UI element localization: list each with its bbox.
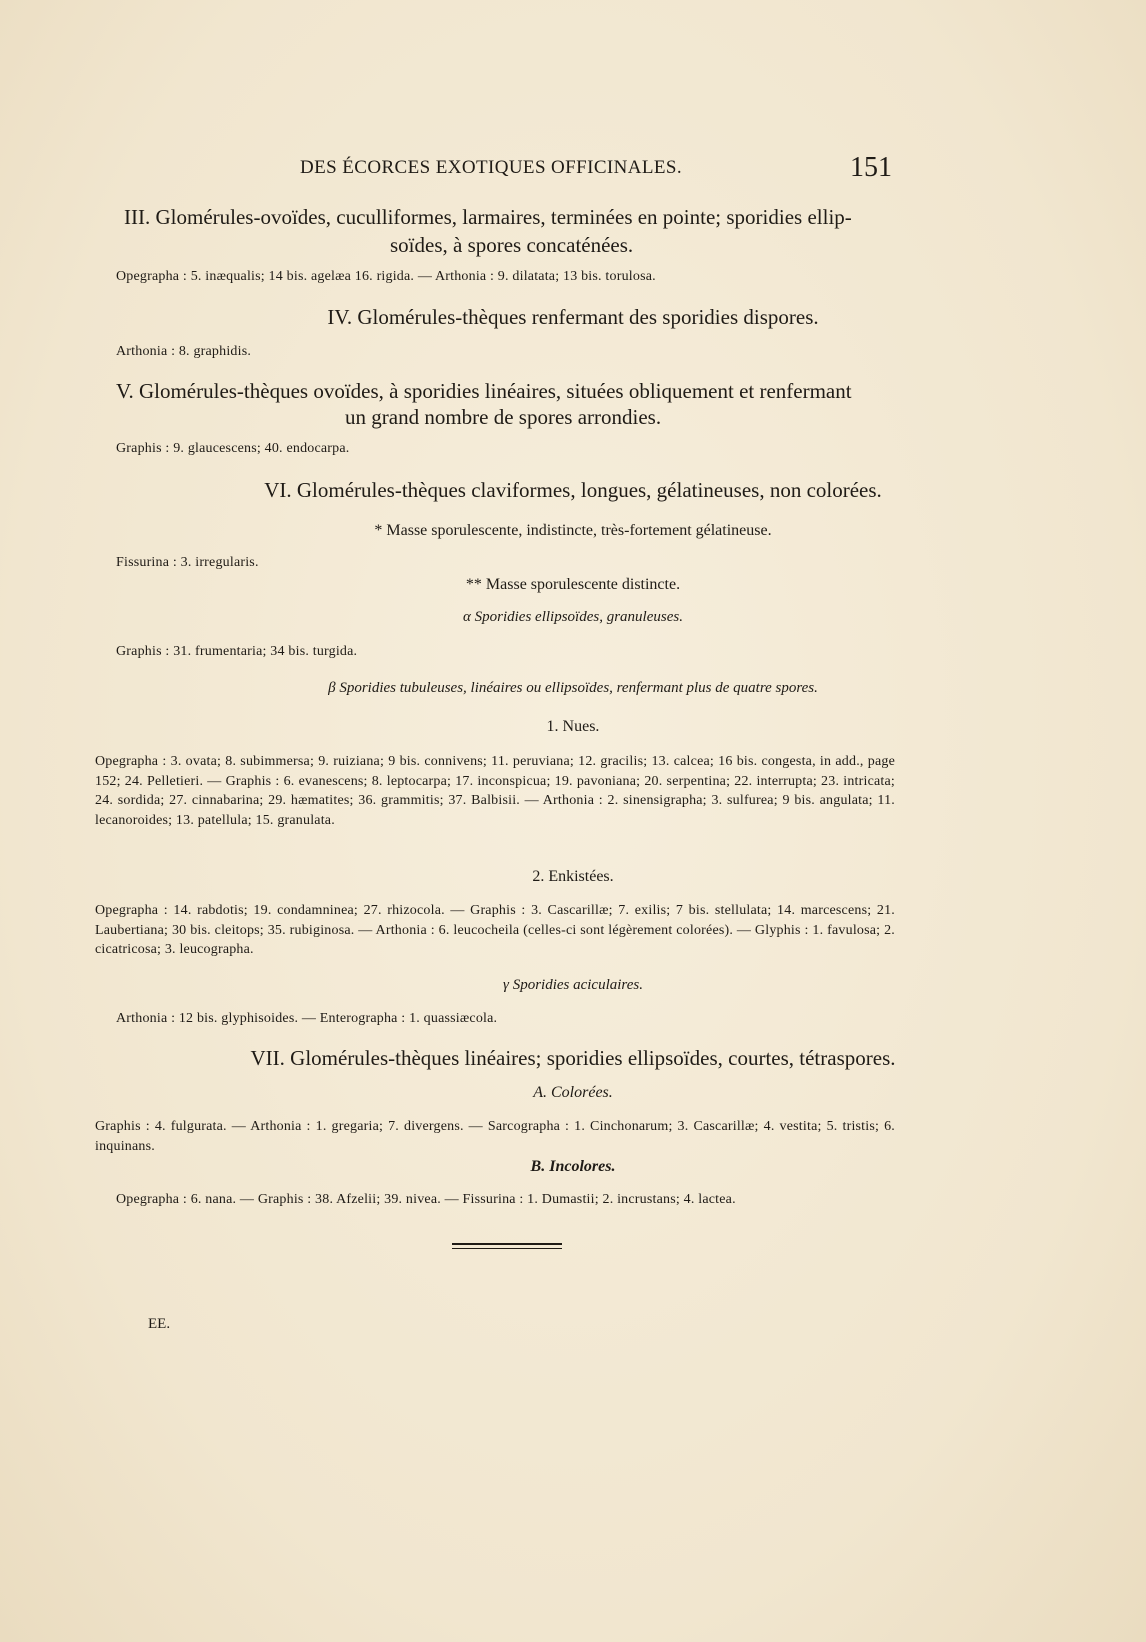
paragraph-enkistees: Opegrapha : 14. rabdotis; 19. condamninea; 27. rhizocola. — Graphis : 3. Cascarillæ; 7. exilis; 7 bis. stellulata; 14. marcescens; 21. Laubertiana; 30 bis. cleitops; 35. rubiginosa. — Arthonia : 6. leucocheila (celles-ci sont légèrement colorées). — Glyphis : 1. favulosa; 2. cicatricosa; 3. leucographa. [95, 903, 895, 957]
section-vi-entry-arthonia: Arthonia : 12 bis. glyphisoides. — Enterographa : 1. quassiæcola. [116, 1011, 498, 1026]
subheading-nues: 1. Nues. [546, 718, 600, 735]
running-title: DES ÉCORCES EXOTIQUES OFFICINALES. [300, 157, 683, 178]
paragraph-nues: Opegrapha : 3. ovata; 8. subimmersa; 9. ruiziana; 9 bis. connivens; 11. peruviana; 12. gracilis; 13. calcea; 16 bis. congesta, in add., page 152; 24. Pelletieri. — Graphis : 6. evanescens; 8. leptocarpa; 17. inconspicua; 19. pavoniana; 20. serpentina; 22. interrupta; 23. intricata; 24. sordida; 27. cinnabarina; 29. hæmatites; 36. grammitis; 37. Balbisii. — Arthonia : 2. sinensigrapha; 3. sulfurea; 9 bis. angulata; 11. lecanoroides; 13. patellula; 15. granulata. [95, 754, 895, 828]
section-vi-entry-graphis: Graphis : 31. frumentaria; 34 bis. turgida. [116, 644, 358, 659]
section-iv-entry: Arthonia : 8. graphidis. [116, 344, 252, 359]
section-vii-entry-incolores: Opegrapha : 6. nana. — Graphis : 38. Afzelii; 39. nivea. — Fissurina : 1. Dumastii; 2. incrustans; 4. lactea. [116, 1192, 736, 1207]
subheading-alpha: α Sporidies ellipsoïdes, granuleuses. [463, 609, 683, 625]
subheading-colorees: A. Colorées. [533, 1084, 613, 1101]
section-iii-entry: Opegrapha : 5. inæqualis; 14 bis. agelæa 16. rigida. — Arthonia : 9. dilatata; 13 bis. torulosa. [116, 269, 656, 284]
section-vi-heading: VI. Glomérules-thèques claviformes, longues, gélatineuses, non colorées. [264, 478, 882, 502]
page-number: 151 [850, 152, 892, 183]
end-rule-thick [452, 1243, 562, 1245]
subheading-enkistees: 2. Enkistées. [532, 868, 614, 885]
subheading-gamma: γ Sporidies aciculaires. [503, 977, 643, 993]
section-v-entry: Graphis : 9. glaucescens; 40. endocarpa. [116, 441, 350, 456]
signature-mark: EE. [148, 1316, 171, 1332]
section-iv-heading: IV. Glomérules-thèques renfermant des sporidies dispores. [327, 305, 819, 329]
subheading-incolores: B. Incolores. [530, 1158, 616, 1175]
subheading-double-star: ** Masse sporulescente distincte. [465, 576, 681, 593]
section-v-heading-line2: un grand nombre de spores arrondies. [345, 405, 662, 429]
section-iii-heading-line2: soïdes, à spores concaténées. [390, 233, 634, 257]
end-rule-thin [452, 1248, 562, 1249]
paragraph-colorees: Graphis : 4. fulgurata. — Arthonia : 1. gregaria; 7. divergens. — Sarcographa : 1. Cinchonarum; 3. Cascarillæ; 4. vestita; 5. tristis; 6. inquinans. [95, 1119, 895, 1154]
section-vi-entry-fissurina: Fissurina : 3. irregularis. [116, 555, 259, 570]
subheading-single-star: * Masse sporulescente, indistincte, très-fortement gélatineuse. [374, 522, 772, 539]
section-iii-heading-line1: III. Glomérules-ovoïdes, cuculliformes, larmaires, terminées en pointe; sporidies ellip- [124, 205, 852, 229]
section-vii-heading: VII. Glomérules-thèques linéaires; sporidies ellipsoïdes, courtes, tétraspores. [250, 1046, 896, 1070]
section-v-heading-line1: V. Glomérules-thèques ovoïdes, à sporidies linéaires, situées obliquement et renfermant [116, 379, 852, 403]
subheading-beta: β Sporidies tubuleuses, linéaires ou ellipsoïdes, renfermant plus de quatre spores. [328, 680, 818, 696]
